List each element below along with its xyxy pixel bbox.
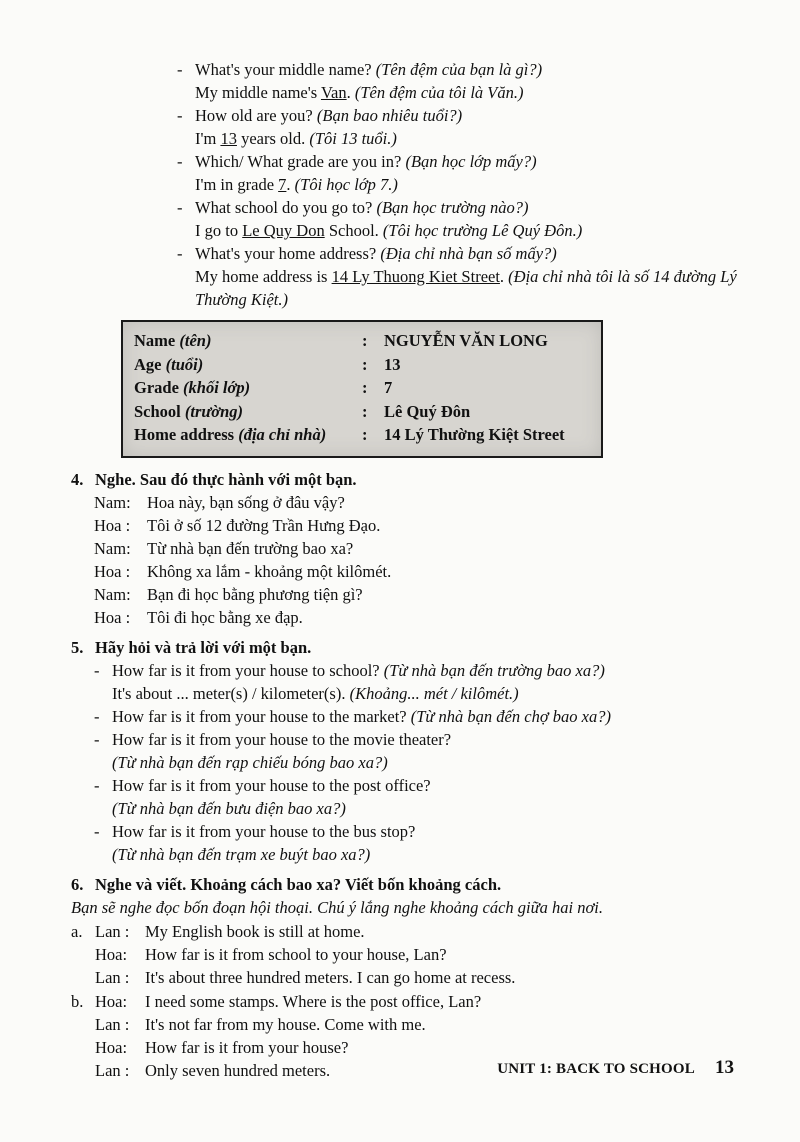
label-text: Age <box>134 354 162 374</box>
english-text: . <box>346 83 355 102</box>
vietnamese-translation: (Bạn học trường nào?) <box>376 198 529 217</box>
dialogue-letter: b. <box>71 991 84 1011</box>
section-title: Nghe và viết. Khoảng cách bao xa? Viết bốn khoảng cách. <box>95 874 502 894</box>
row-label <box>134 353 362 377</box>
english-text: I'm in grade <box>195 175 279 194</box>
qa-line <box>177 104 748 127</box>
dialogue-text: Bạn đi học bằng phương tiện gì? <box>147 584 363 604</box>
speaker-label: Lan : <box>95 1060 130 1080</box>
question-text <box>112 820 800 866</box>
dialogue-text: My English book is still at home. <box>145 921 365 941</box>
vietnamese-translation: (Từ nhà bạn đến chợ bao xa?) <box>410 706 611 726</box>
row-label <box>134 329 362 353</box>
english-text: My home address is <box>195 267 332 286</box>
qa-line <box>177 265 748 311</box>
dash-marker: - <box>94 821 100 841</box>
dialogue-line <box>95 1013 800 1036</box>
dash-marker: - <box>94 729 100 749</box>
section-4-heading <box>71 468 800 491</box>
dialogue-text: How far is it from school to your house, Lan? <box>145 944 447 964</box>
row-label <box>134 400 362 424</box>
english-text: How old are you? <box>195 106 317 125</box>
dialogue-text: Từ nhà bạn đến trường bao xa? <box>147 538 354 558</box>
dash-marker <box>177 81 195 104</box>
row-value: Lê Quý Đôn <box>384 401 471 421</box>
qa-text <box>195 81 524 104</box>
dash-marker <box>177 173 195 196</box>
section-6-heading <box>71 873 800 896</box>
vietnamese-translation: (Khoảng... mét / kilômét.) <box>349 683 519 703</box>
table-row <box>134 400 591 424</box>
qa-text <box>195 242 557 265</box>
english-text: How far is it from your house to the bus stop? <box>112 821 416 841</box>
speaker-label: Lan : <box>95 1014 130 1034</box>
qa-line <box>177 81 748 104</box>
student-info-table <box>121 320 603 458</box>
speaker-label: Hoa: <box>95 1037 128 1057</box>
english-text: What school do you go to? <box>195 198 377 217</box>
table-row <box>134 423 591 447</box>
dash-marker <box>177 265 195 311</box>
english-text: years old. <box>236 129 310 148</box>
unit-title: UNIT 1: BACK TO SCHOOL <box>497 1061 695 1077</box>
row-value: 7 <box>384 378 393 397</box>
dialogue-line <box>94 514 800 537</box>
vietnamese-translation: (Từ nhà bạn đến rạp chiếu bóng bao xa?) <box>112 752 388 772</box>
qa-text <box>195 265 748 311</box>
vietnamese-translation: (Tên đệm của bạn là gì?) <box>375 60 543 79</box>
vietnamese-translation: (Tôi học trường Lê Quý Đôn.) <box>382 221 583 240</box>
vietnamese-translation: (Từ nhà bạn đến trường bao xa?) <box>383 660 605 680</box>
dash-marker: - <box>94 660 100 680</box>
row-value: NGUYỄN VĂN LONG <box>384 331 548 350</box>
speaker-label: Lan : <box>95 921 130 941</box>
english-text: How far is it from your house to the movie theater? <box>112 729 452 749</box>
qa-text <box>195 196 529 219</box>
colon: : <box>362 425 368 444</box>
vietnamese-translation: (Từ nhà bạn đến bưu điện bao xa?) <box>112 798 346 818</box>
label-text: Home address <box>134 425 235 444</box>
question-text <box>112 705 800 728</box>
speaker-label: Nam: <box>94 584 131 604</box>
underlined-text: 7 <box>278 175 287 194</box>
dialogue-text: It's about three hundred meters. I can go home at recess. <box>145 967 516 987</box>
speaker-label: Lan : <box>95 967 130 987</box>
section-title: Nghe. Sau đó thực hành với một bạn. <box>95 469 357 489</box>
dialogue-line <box>94 491 800 514</box>
question-text <box>112 659 800 682</box>
section-5-heading <box>71 636 800 659</box>
section-title: Hãy hỏi và trả lời với một bạn. <box>95 637 312 657</box>
qa-line <box>177 173 748 196</box>
colon: : <box>362 378 368 397</box>
dialogue-text: Tôi ở số 12 đường Trần Hưng Đạo. <box>147 515 381 535</box>
label-text: School <box>134 401 181 421</box>
colon: : <box>362 354 368 374</box>
dash-marker: - <box>177 106 183 125</box>
english-text: It's about ... meter(s) / kilometer(s). <box>112 683 350 703</box>
label-vietnamese: (địa chỉ nhà) <box>238 425 327 444</box>
dash-marker: - <box>177 60 183 79</box>
qa-text <box>195 219 582 242</box>
section-4 <box>0 468 800 629</box>
vietnamese-translation: (Tôi 13 tuổi.) <box>309 129 397 148</box>
vietnamese-translation: (Tên đệm của tôi là Văn.) <box>354 83 524 102</box>
question-item <box>94 820 800 866</box>
page-number: 13 <box>715 1057 734 1078</box>
qa-text <box>195 104 462 127</box>
dash-marker: - <box>177 244 183 263</box>
label-vietnamese: (tuổi) <box>165 354 204 374</box>
qa-text <box>195 58 542 81</box>
section-number: 6. <box>71 874 84 894</box>
question-text <box>112 682 800 705</box>
row-label <box>134 423 362 447</box>
english-text: How far is it from your house to school? <box>112 660 384 680</box>
question-text <box>112 728 800 774</box>
english-text: School. <box>324 221 383 240</box>
table-row <box>134 376 591 400</box>
qa-line <box>177 242 748 265</box>
vietnamese-translation: (Từ nhà bạn đến trạm xe buýt bao xa?) <box>112 844 371 864</box>
dialogue-text: Only seven hundred meters. <box>145 1060 331 1080</box>
english-text: I go to <box>195 221 243 240</box>
vietnamese-translation: (Tôi học lớp 7.) <box>294 175 398 194</box>
question-item <box>94 705 800 728</box>
dash-marker: - <box>94 775 100 795</box>
underlined-text: Le Quy Don <box>242 221 325 240</box>
section-6 <box>0 873 800 1082</box>
section-5 <box>0 636 800 866</box>
dialogue-line <box>94 606 800 629</box>
question-item <box>94 728 800 774</box>
dash-marker: - <box>177 198 183 217</box>
qa-line <box>177 219 748 242</box>
english-text: . <box>286 175 295 194</box>
dialogue-a <box>71 920 800 989</box>
dialogue-text: How far is it from your house? <box>145 1037 349 1057</box>
dash-marker <box>177 127 195 150</box>
dialogue-line <box>95 943 800 966</box>
label-vietnamese: (tên) <box>179 331 212 350</box>
label-vietnamese: (khối lớp) <box>183 378 251 397</box>
vietnamese-translation: (Địa chỉ nhà bạn số mấy?) <box>380 244 557 263</box>
dialogue-lines <box>95 920 800 989</box>
question-item <box>94 659 800 682</box>
colon: : <box>362 401 368 421</box>
dialogue-text: I need some stamps. Where is the post office, Lan? <box>145 991 482 1011</box>
english-text: Which/ What grade are you in? <box>195 152 406 171</box>
dialogue-line <box>95 966 800 989</box>
dash-marker <box>177 219 195 242</box>
speaker-label: Hoa: <box>95 944 128 964</box>
label-text: Name <box>134 331 176 350</box>
question-text <box>112 774 800 820</box>
row-value: 13 <box>384 354 401 374</box>
vietnamese-translation: (Bạn bao nhiêu tuổi?) <box>316 106 463 125</box>
dialogue-line <box>95 920 800 943</box>
question-item <box>94 774 800 820</box>
speaker-label: Hoa : <box>94 515 131 535</box>
table-row <box>134 353 591 377</box>
dialogue-line <box>94 583 800 606</box>
section-number: 4. <box>71 469 84 489</box>
underlined-text: 14 Ly Thuong Kiet Street <box>331 267 500 286</box>
dialogue-line <box>95 990 800 1013</box>
speaker-label: Hoa : <box>94 561 131 581</box>
section-6-instructions: Bạn sẽ nghe đọc bốn đoạn hội thoại. Chú ý lắng nghe khoảng cách giữa hai nơi. <box>71 897 603 917</box>
speaker-label: Hoa : <box>94 607 131 627</box>
english-text: What's your home address? <box>195 244 381 263</box>
dialogue-line <box>94 537 800 560</box>
dash-marker: - <box>94 706 100 726</box>
dialogue-text: Hoa này, bạn sống ở đâu vậy? <box>147 492 345 512</box>
label-text: Grade <box>134 378 179 397</box>
english-text: How far is it from your house to the market? <box>112 706 411 726</box>
dialogue-letter: a. <box>71 921 83 941</box>
dialogue-line <box>94 560 800 583</box>
qa-text <box>195 173 398 196</box>
english-text: I'm <box>195 129 221 148</box>
english-text: How far is it from your house to the post office? <box>112 775 431 795</box>
page-footer <box>497 1056 734 1081</box>
section-number: 5. <box>71 637 84 657</box>
speaker-label: Hoa: <box>95 991 128 1011</box>
colon: : <box>362 331 368 350</box>
row-value: 14 Lý Thường Kiệt Street <box>384 425 565 444</box>
qa-text <box>195 127 397 150</box>
speaker-label: Nam: <box>94 538 131 558</box>
dialogue-text: Tôi đi học bằng xe đạp. <box>147 607 303 627</box>
qa-line <box>177 150 748 173</box>
qa-text <box>195 150 537 173</box>
table-row <box>134 329 591 353</box>
question-answer-list <box>177 58 748 311</box>
vietnamese-translation: (Địa chỉ nhà tôi là số 14 đường Lý Thường Kiệt.) <box>195 267 737 309</box>
vietnamese-translation: (Bạn học lớp mấy?) <box>405 152 537 171</box>
dialogue-text: It's not far from my house. Come with me. <box>145 1014 426 1034</box>
qa-line <box>177 196 748 219</box>
underlined-text: 13 <box>220 129 237 148</box>
question-item <box>94 682 800 705</box>
english-text: What's your middle name? <box>195 60 376 79</box>
dialogue-text: Không xa lắm - khoảng một kilômét. <box>147 561 392 581</box>
label-vietnamese: (trường) <box>184 401 244 421</box>
speaker-label: Nam: <box>94 492 131 512</box>
row-label <box>134 376 362 400</box>
qa-line <box>177 127 748 150</box>
dash-marker <box>94 682 112 705</box>
underlined-text: Van <box>320 83 347 102</box>
dash-marker: - <box>177 152 183 171</box>
qa-line <box>177 58 748 81</box>
english-text: My middle name's <box>195 83 321 102</box>
english-text: . <box>499 267 509 286</box>
